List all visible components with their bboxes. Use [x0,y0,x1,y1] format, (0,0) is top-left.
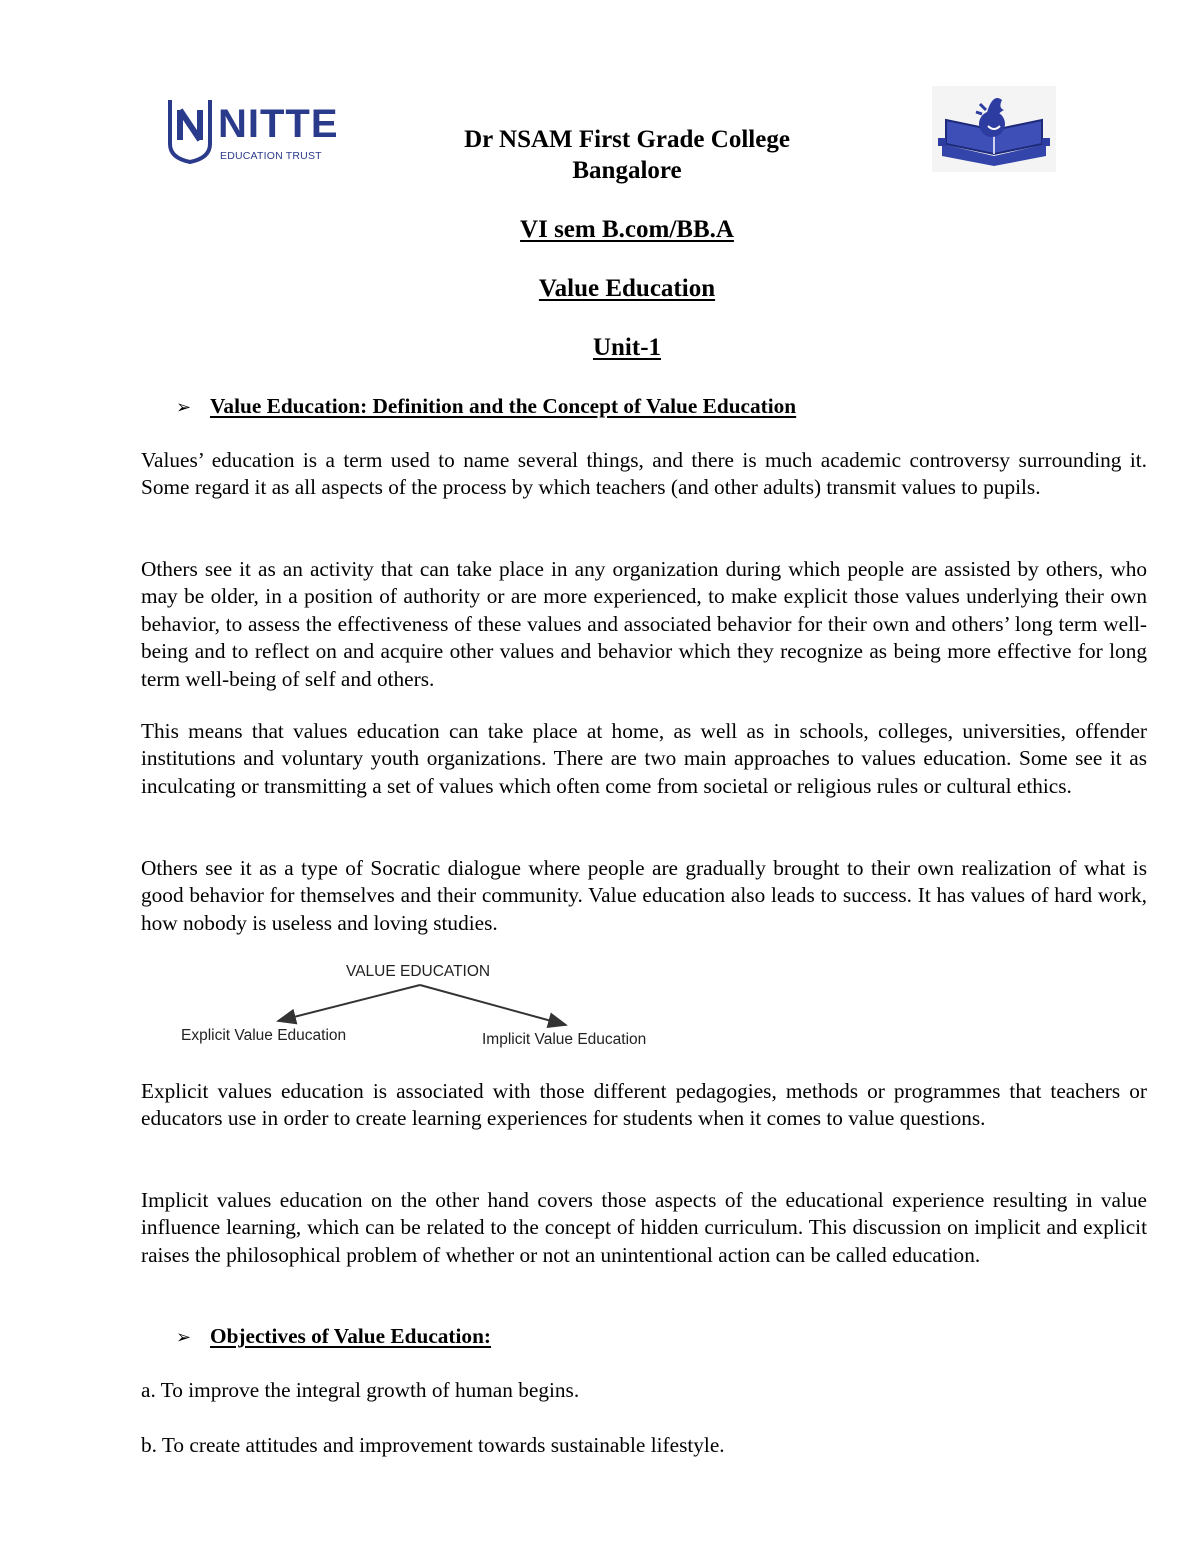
value-education-diagram [170,958,670,1054]
semester-text: VI sem B.com/BB.A [520,216,734,243]
nitte-sub-text: EDUCATION TRUST [220,150,322,162]
paragraph: Others see it as an activity that can take place in any organization during which people are assisted by others, who may be older, in a position of authority or are more experienced, to make explicit those values underlying their own behavior, to assess the effectiveness of these values and associated behavior for their own and others’ long term well-being and to reflect on and acquire other values and behavior which they recognize as being more effective for long term well-being of self and others. [141,557,1147,691]
arrow-bullet-icon: ➢ [176,1327,192,1348]
arrow-to-explicit [278,985,420,1021]
unit-text: Unit-1 [592,334,662,361]
subject-text: Value Education [538,275,716,302]
paragraph: This means that values education can take place at home, as well as in schools, colleges, universities, offender institutions and voluntary youth organizations. There are two main approaches to values education. Some see it as inculcating or transmitting a set of values which often come from societal or religious rules or cultural ethics. [141,719,1147,798]
paragraph: Implicit values education on the other hand covers those aspects of the educational experience resulting in value influence learning, which can be related to the concept of hidden curriculum. This discussion on implicit and explicit raises the philosophical problem of whether or not an unintentional action can be called education. [141,1188,1147,1267]
section-heading-text: Value Education: Definition and the Concept of Value Education [210,394,797,418]
paragraph: Explicit values education is associated with those different pedagogies, methods or programmes that teachers or educators use in order to create learning experiences for students when it comes to value questions. [141,1079,1147,1131]
paragraph: Others see it as a type of Socratic dialogue where people are gradually brought to their own realization of what is good behavior for themselves and their community. Value education also leads to success. It has values of hard work, how nobody is useless and loving studies. [141,856,1147,935]
arrow-to-implicit [420,985,566,1025]
objective-item: a. To improve the integral growth of human begins. [141,1378,580,1402]
objective-item: b. To create attitudes and improvement towards sustainable lifestyle. [141,1433,725,1457]
diagram-left-label: Explicit Value Education [181,1027,347,1044]
arrow-bullet-icon: ➢ [176,397,192,418]
diagram-root-label: VALUE EDUCATION [346,963,491,980]
nitte-brand-text: NITTE [218,102,339,146]
diagram-right-label: Implicit Value Education [482,1031,647,1048]
college-name: Dr NSAM First Grade College [464,126,790,153]
section-heading-definition [176,393,796,421]
objectives-heading-text: Objectives of Value Education: [210,1324,492,1348]
section-heading-objectives [176,1323,491,1351]
subject-title [0,275,1200,303]
semester-title [0,216,1200,244]
college-city: Bangalore [572,157,682,184]
unit-title [0,334,1200,362]
paragraph: Values’ education is a term used to name several things, and there is much academic controversy surrounding it. Some regard it as all aspects of the process by which teachers (and other adults) transmit values to pupils. [141,448,1147,500]
